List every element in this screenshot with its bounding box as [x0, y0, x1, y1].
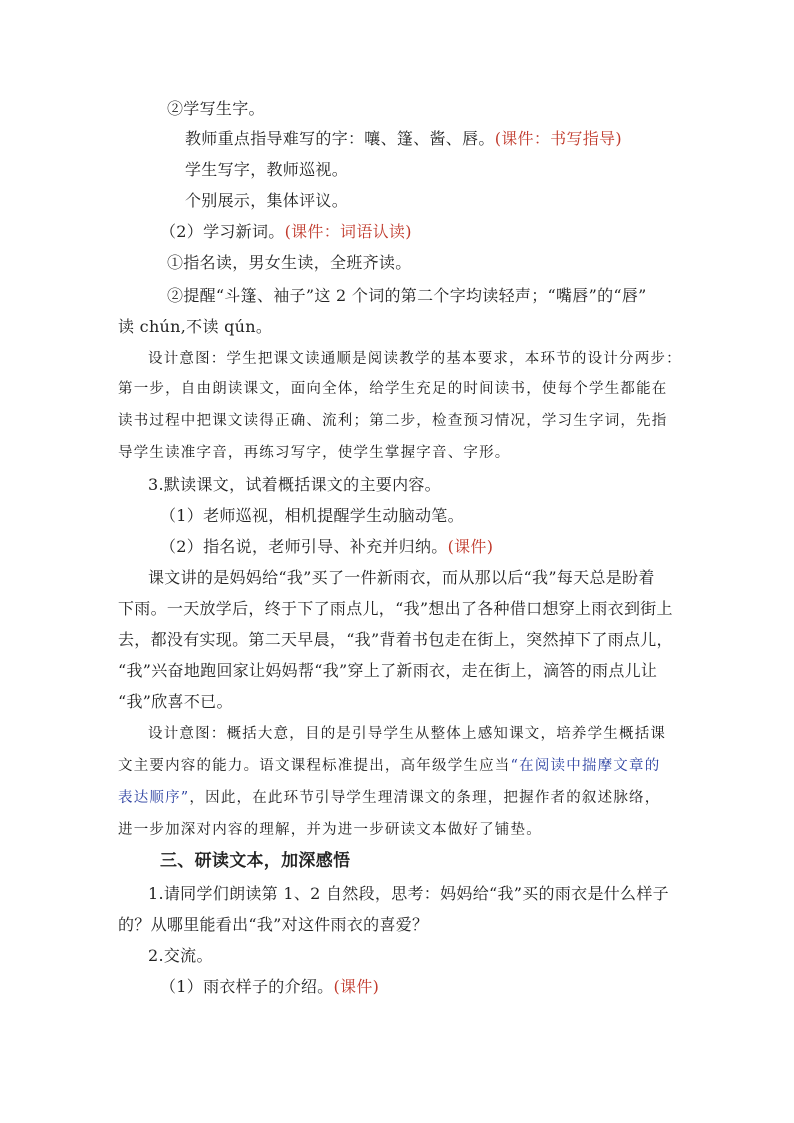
- courseware-note: (课件): [447, 537, 494, 556]
- design-intent-1-line: 设计意图：学生把课文读通顺是阅读教学的基本要求，本环节的设计分两步：: [148, 351, 682, 367]
- design-intent-1-line: 第一步，自由朗读课文，面向全体，给学生充足的时间读书，使每个学生都能在: [118, 381, 668, 397]
- pronunciation-reminder: ②提醒“斗篷、袖子”这 2 个词的第二个字均读轻声；“嘴唇”的“唇”: [167, 286, 647, 305]
- question-line: 1.请同学们朗读第 1、2 自然段，思考：妈妈给“我”买的雨衣是什么样子: [148, 884, 669, 903]
- design-intent-1-line: 导学生读准字音，再练习写字，使学生掌握字音、字形。: [118, 445, 511, 461]
- summary-line: “我”欣喜不已。: [118, 692, 233, 711]
- pronunciation-reminder-cont: 读 chún,不读 qún。: [118, 317, 273, 336]
- teacher-patrol: （1）老师巡视，相机提醒学生动脑动笔。: [160, 506, 464, 525]
- design-intent-2-line: 进一步加深对内容的理解，并为进一步研读文本做好了铺垫。: [118, 822, 542, 838]
- courseware-note: (课件：书写指导): [494, 129, 622, 148]
- design-intent-2-line: 设计意图：概括大意，目的是引导学生从整体上感知课文，培养学生概括课: [148, 726, 667, 742]
- design-intent-1-line: 读书过程中把课文读得正确、流利；第二步，检查预习情况，学习生字词，先指: [118, 413, 668, 429]
- courseware-note: (课件): [333, 977, 380, 996]
- summary-line: “我”兴奋地跑回家让妈妈帮“我”穿上了新雨衣，走在街上，滴答的雨点儿让: [118, 661, 658, 680]
- design-intent-2-line: 文主要内容的能力。语文课程标准提出，高年级学生应当“在阅读中揣摩文章的: [118, 758, 661, 774]
- summary-line: 课文讲的是妈妈给“我”买了一件新雨衣，而从那以后“我”每天总是盼着: [148, 568, 655, 587]
- individual-display: 个别展示，集体评议。: [185, 191, 349, 210]
- section-heading: 三、研读文本，加深感悟: [160, 851, 351, 871]
- summary-line: 下雨。一天放学后，终于下了雨点儿，“我”想出了各种借口想穿上雨衣到街上: [118, 599, 673, 618]
- teacher-guide-summarize: （2）指名说，老师引导、补充并归纳。(课件): [160, 537, 494, 556]
- question-line: 的？从哪里能看出“我”对这件雨衣的喜爱？: [118, 915, 429, 934]
- step-silent-reading: 3.默读课文，试着概括课文的主要内容。: [148, 475, 441, 494]
- design-intent-2-line: 表达顺序”，因此，在此环节引导学生理清课文的条理，把握作者的叙述脉络，: [118, 790, 661, 806]
- curriculum-quote: “在阅读中揣摩文章的: [510, 758, 661, 774]
- exchange: 2.交流。: [148, 946, 213, 965]
- raincoat-intro: （1）雨衣样子的介绍。(课件): [160, 977, 380, 996]
- step-write-characters: ②学写生字。: [167, 99, 265, 118]
- curriculum-quote: 表达顺序”: [118, 790, 190, 806]
- students-write: 学生写字，教师巡视。: [185, 160, 349, 179]
- teacher-guidance: 教师重点指导难写的字：嚷、篷、酱、唇。(课件：书写指导): [185, 129, 622, 148]
- summary-line: 去，都没有实现。第二天早晨，“我”背着书包走在街上，突然掉下了雨点儿，: [118, 630, 673, 649]
- courseware-note: (课件：词语认读): [284, 222, 412, 241]
- learn-new-words: （2）学习新词。(课件：词语认读): [160, 222, 412, 241]
- reading-method: ①指名读，男女生读，全班齐读。: [167, 253, 412, 272]
